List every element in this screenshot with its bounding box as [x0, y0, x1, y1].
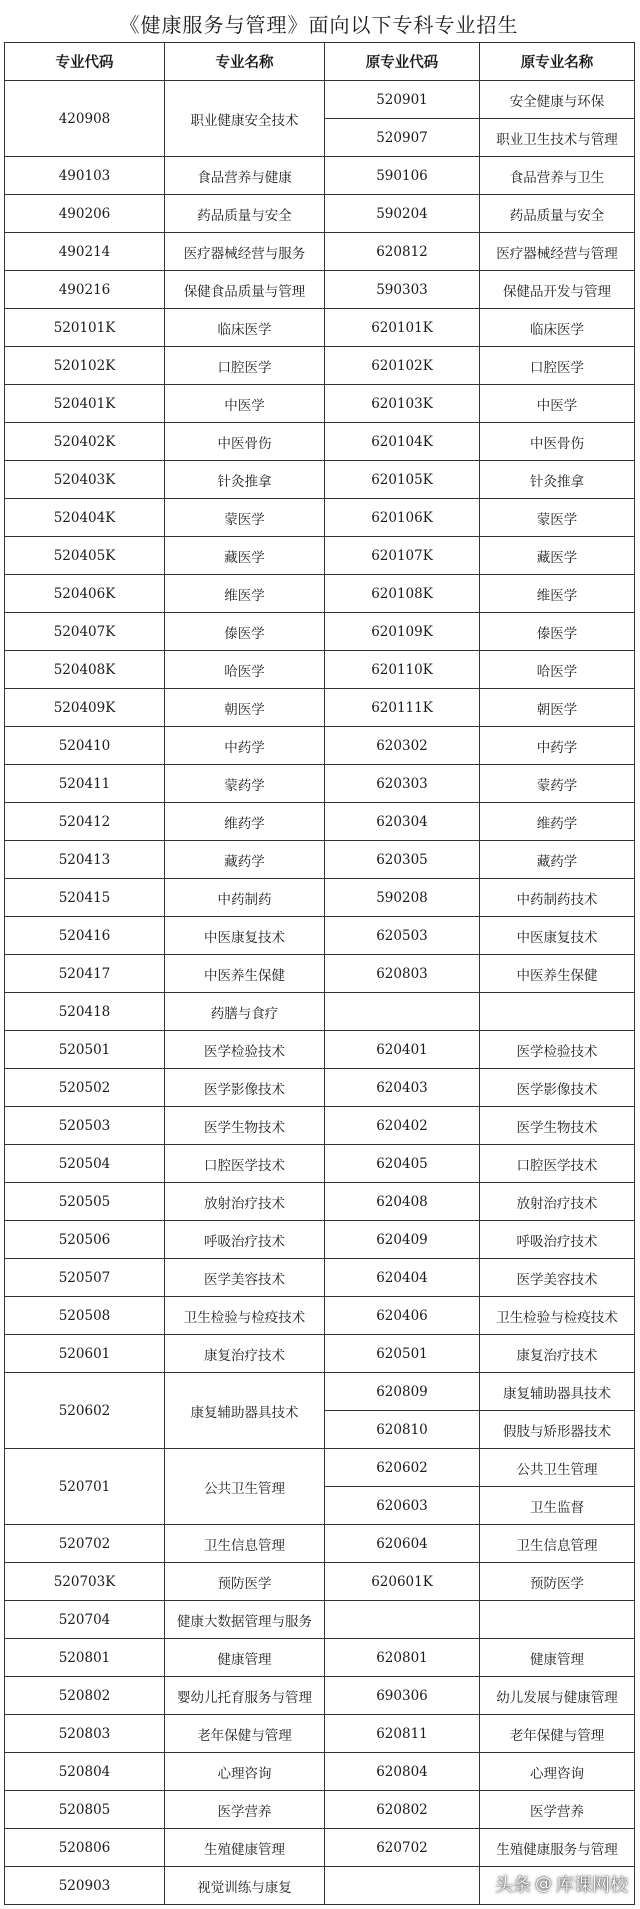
old-code-cell: 690306 — [325, 1677, 480, 1715]
old-name-cell: 心理咨询 — [480, 1753, 635, 1791]
table-row — [5, 575, 635, 613]
major-name-cell: 医学营养 — [165, 1791, 325, 1829]
major-name-cell: 中药制药 — [165, 879, 325, 917]
old-code-cell: 620106K — [325, 499, 480, 537]
old-code-cell: 620401 — [325, 1031, 480, 1069]
major-code-cell: 520410 — [5, 727, 165, 765]
major-code-cell: 520417 — [5, 955, 165, 993]
document-page — [4, 8, 634, 1905]
table-row — [5, 1791, 635, 1829]
old-code-cell: 620406 — [325, 1297, 480, 1335]
major-name-cell: 傣医学 — [165, 613, 325, 651]
old-name-cell: 医疗器械经营与管理 — [480, 233, 635, 271]
major-name-cell: 医学生物技术 — [165, 1107, 325, 1145]
table-row — [5, 537, 635, 575]
page-title: 《健康服务与管理》面向以下专科专业招生 — [119, 13, 519, 37]
major-code-cell: 520102K — [5, 347, 165, 385]
old-code-cell: 520901 — [325, 81, 480, 119]
old-code-cell: 620801 — [325, 1639, 480, 1677]
major-code-cell: 520403K — [5, 461, 165, 499]
major-code-cell: 520601 — [5, 1335, 165, 1373]
major-code-cell: 520502 — [5, 1069, 165, 1107]
old-code-cell: 620409 — [325, 1221, 480, 1259]
major-code-cell: 520401K — [5, 385, 165, 423]
major-code-cell: 520418 — [5, 993, 165, 1031]
header-code: 专业代码 — [5, 43, 165, 81]
majors-table — [4, 42, 635, 1905]
major-code-cell: 420908 — [5, 81, 165, 157]
table-row — [5, 309, 635, 347]
watermark-at: @ — [535, 1874, 552, 1894]
major-name-cell: 康复治疗技术 — [165, 1335, 325, 1373]
old-code-cell: 590303 — [325, 271, 480, 309]
old-code-cell: 590208 — [325, 879, 480, 917]
old-name-cell: 哈医学 — [480, 651, 635, 689]
old-name-cell: 医学美容技术 — [480, 1259, 635, 1297]
major-name-cell: 老年保健与管理 — [165, 1715, 325, 1753]
old-code-cell: 620109K — [325, 613, 480, 651]
old-code-cell: 520907 — [325, 119, 480, 157]
table-row — [5, 461, 635, 499]
table-row — [5, 1753, 635, 1791]
major-code-cell: 520504 — [5, 1145, 165, 1183]
old-name-cell: 针灸推拿 — [480, 461, 635, 499]
major-name-cell: 药品质量与安全 — [165, 195, 325, 233]
old-code-cell: 620302 — [325, 727, 480, 765]
table-row — [5, 1259, 635, 1297]
old-name-cell: 维药学 — [480, 803, 635, 841]
old-name-cell: 口腔医学 — [480, 347, 635, 385]
old-code-cell: 620104K — [325, 423, 480, 461]
table-row — [5, 157, 635, 195]
major-code-cell: 520802 — [5, 1677, 165, 1715]
major-code-cell: 520402K — [5, 423, 165, 461]
major-name-cell: 中医骨伤 — [165, 423, 325, 461]
major-code-cell: 520704 — [5, 1601, 165, 1639]
major-name-cell: 呼吸治疗技术 — [165, 1221, 325, 1259]
old-name-cell: 公共卫生管理 — [480, 1449, 635, 1487]
table-row — [5, 955, 635, 993]
table-row — [5, 879, 635, 917]
major-name-cell: 公共卫生管理 — [165, 1449, 325, 1525]
major-code-cell: 520411 — [5, 765, 165, 803]
old-name-cell: 中医学 — [480, 385, 635, 423]
old-name-cell: 蒙医学 — [480, 499, 635, 537]
major-code-cell: 520407K — [5, 613, 165, 651]
old-name-cell: 口腔医学技术 — [480, 1145, 635, 1183]
old-name-cell: 医学营养 — [480, 1791, 635, 1829]
table-header-row — [5, 43, 635, 81]
old-code-cell: 620304 — [325, 803, 480, 841]
table-row — [5, 993, 635, 1031]
major-name-cell: 口腔医学 — [165, 347, 325, 385]
old-code-cell: 620810 — [325, 1411, 480, 1449]
table-row — [5, 347, 635, 385]
major-code-cell: 520508 — [5, 1297, 165, 1335]
old-name-cell: 幼儿发展与健康管理 — [480, 1677, 635, 1715]
major-code-cell: 520602 — [5, 1373, 165, 1449]
major-code-cell: 520404K — [5, 499, 165, 537]
table-row — [5, 81, 635, 119]
old-code-cell: 620809 — [325, 1373, 480, 1411]
major-code-cell: 520804 — [5, 1753, 165, 1791]
watermark — [495, 1871, 628, 1897]
table-row — [5, 1449, 635, 1487]
old-code-cell: 620111K — [325, 689, 480, 727]
table-row — [5, 841, 635, 879]
old-name-cell: 药品质量与安全 — [480, 195, 635, 233]
old-name-cell: 朝医学 — [480, 689, 635, 727]
major-name-cell: 康复辅助器具技术 — [165, 1373, 325, 1449]
major-name-cell: 放射治疗技术 — [165, 1183, 325, 1221]
major-code-cell: 520701 — [5, 1449, 165, 1525]
table-row — [5, 613, 635, 651]
old-code-cell: 620803 — [325, 955, 480, 993]
table-row — [5, 1601, 635, 1639]
old-name-cell — [480, 993, 635, 1031]
table-row — [5, 1829, 635, 1867]
old-code-cell: 620105K — [325, 461, 480, 499]
major-name-cell: 蒙医学 — [165, 499, 325, 537]
table-row — [5, 1563, 635, 1601]
old-name-cell: 卫生监督 — [480, 1487, 635, 1525]
old-name-cell: 临床医学 — [480, 309, 635, 347]
major-code-cell: 520506 — [5, 1221, 165, 1259]
table-row — [5, 727, 635, 765]
major-code-cell: 520801 — [5, 1639, 165, 1677]
old-code-cell: 620305 — [325, 841, 480, 879]
old-name-cell: 预防医学 — [480, 1563, 635, 1601]
major-name-cell: 心理咨询 — [165, 1753, 325, 1791]
major-code-cell: 520903 — [5, 1867, 165, 1905]
old-name-cell: 生殖健康服务与管理 — [480, 1829, 635, 1867]
major-name-cell: 维医学 — [165, 575, 325, 613]
table-row — [5, 1677, 635, 1715]
major-name-cell: 医学影像技术 — [165, 1069, 325, 1107]
major-code-cell: 490206 — [5, 195, 165, 233]
table-row — [5, 1145, 635, 1183]
major-name-cell: 视觉训练与康复 — [165, 1867, 325, 1905]
old-name-cell: 假肢与矫形器技术 — [480, 1411, 635, 1449]
major-code-cell: 520703K — [5, 1563, 165, 1601]
old-code-cell: 590204 — [325, 195, 480, 233]
major-name-cell: 保健食品质量与管理 — [165, 271, 325, 309]
old-code-cell — [325, 1867, 480, 1905]
major-code-cell: 520806 — [5, 1829, 165, 1867]
old-code-cell: 620603 — [325, 1487, 480, 1525]
major-name-cell: 医学检验技术 — [165, 1031, 325, 1069]
old-name-cell — [480, 1601, 635, 1639]
table-row — [5, 195, 635, 233]
major-name-cell: 职业健康安全技术 — [165, 81, 325, 157]
old-name-cell: 食品营养与卫生 — [480, 157, 635, 195]
table-row — [5, 271, 635, 309]
old-name-cell: 中药制药技术 — [480, 879, 635, 917]
old-name-cell: 职业卫生技术与管理 — [480, 119, 635, 157]
major-name-cell: 婴幼儿托育服务与管理 — [165, 1677, 325, 1715]
table-row — [5, 1715, 635, 1753]
header-name: 专业名称 — [165, 43, 325, 81]
old-code-cell: 620501 — [325, 1335, 480, 1373]
header-old-code: 原专业代码 — [325, 43, 480, 81]
table-row — [5, 1069, 635, 1107]
old-code-cell: 620103K — [325, 385, 480, 423]
major-name-cell: 食品营养与健康 — [165, 157, 325, 195]
major-name-cell: 健康大数据管理与服务 — [165, 1601, 325, 1639]
old-name-cell: 维医学 — [480, 575, 635, 613]
old-code-cell — [325, 1601, 480, 1639]
major-name-cell: 卫生信息管理 — [165, 1525, 325, 1563]
old-code-cell: 620110K — [325, 651, 480, 689]
major-code-cell: 490216 — [5, 271, 165, 309]
major-name-cell: 药膳与食疗 — [165, 993, 325, 1031]
major-code-cell: 520501 — [5, 1031, 165, 1069]
major-name-cell: 哈医学 — [165, 651, 325, 689]
major-name-cell: 医疗器械经营与服务 — [165, 233, 325, 271]
table-row — [5, 1639, 635, 1677]
table-row — [5, 765, 635, 803]
old-code-cell: 620811 — [325, 1715, 480, 1753]
major-name-cell: 针灸推拿 — [165, 461, 325, 499]
watermark-name: 库课网校 — [556, 1875, 628, 1896]
old-name-cell: 安全健康与环保 — [480, 81, 635, 119]
old-code-cell: 620408 — [325, 1183, 480, 1221]
old-code-cell: 620601K — [325, 1563, 480, 1601]
old-code-cell: 620101K — [325, 309, 480, 347]
old-name-cell: 卫生检验与检疫技术 — [480, 1297, 635, 1335]
old-code-cell: 620812 — [325, 233, 480, 271]
old-name-cell: 老年保健与管理 — [480, 1715, 635, 1753]
major-code-cell: 520505 — [5, 1183, 165, 1221]
watermark-prefix: 头条 — [495, 1875, 531, 1896]
table-row — [5, 233, 635, 271]
major-name-cell: 预防医学 — [165, 1563, 325, 1601]
old-name-cell: 保健品开发与管理 — [480, 271, 635, 309]
major-name-cell: 朝医学 — [165, 689, 325, 727]
major-name-cell: 中医康复技术 — [165, 917, 325, 955]
major-code-cell: 520406K — [5, 575, 165, 613]
old-code-cell: 590106 — [325, 157, 480, 195]
major-name-cell: 维药学 — [165, 803, 325, 841]
old-code-cell: 620107K — [325, 537, 480, 575]
major-name-cell: 临床医学 — [165, 309, 325, 347]
old-code-cell: 620602 — [325, 1449, 480, 1487]
table-row — [5, 917, 635, 955]
major-name-cell: 藏医学 — [165, 537, 325, 575]
major-code-cell: 520409K — [5, 689, 165, 727]
old-code-cell: 620405 — [325, 1145, 480, 1183]
major-name-cell: 健康管理 — [165, 1639, 325, 1677]
old-name-cell: 傣医学 — [480, 613, 635, 651]
old-code-cell: 620404 — [325, 1259, 480, 1297]
table-row — [5, 1221, 635, 1259]
major-code-cell: 520503 — [5, 1107, 165, 1145]
major-code-cell: 520408K — [5, 651, 165, 689]
old-code-cell: 620503 — [325, 917, 480, 955]
old-name-cell: 中药学 — [480, 727, 635, 765]
table-row — [5, 1297, 635, 1335]
major-name-cell: 蒙药学 — [165, 765, 325, 803]
table-row — [5, 651, 635, 689]
table-row — [5, 1031, 635, 1069]
old-name-cell: 康复治疗技术 — [480, 1335, 635, 1373]
old-name-cell: 健康管理 — [480, 1639, 635, 1677]
old-name-cell: 中医骨伤 — [480, 423, 635, 461]
major-code-cell: 520507 — [5, 1259, 165, 1297]
table-row — [5, 1107, 635, 1145]
major-name-cell: 藏药学 — [165, 841, 325, 879]
old-name-cell: 康复辅助器具技术 — [480, 1373, 635, 1411]
table-row — [5, 385, 635, 423]
old-code-cell: 620303 — [325, 765, 480, 803]
table-row — [5, 423, 635, 461]
major-name-cell: 生殖健康管理 — [165, 1829, 325, 1867]
major-name-cell: 卫生检验与检疫技术 — [165, 1297, 325, 1335]
old-code-cell — [325, 993, 480, 1031]
old-code-cell: 620604 — [325, 1525, 480, 1563]
major-code-cell: 520805 — [5, 1791, 165, 1829]
old-name-cell: 呼吸治疗技术 — [480, 1221, 635, 1259]
table-body — [5, 81, 635, 1905]
old-code-cell: 620402 — [325, 1107, 480, 1145]
table-row — [5, 1183, 635, 1221]
table-row — [5, 1373, 635, 1411]
old-name-cell: 藏医学 — [480, 537, 635, 575]
old-code-cell: 620802 — [325, 1791, 480, 1829]
major-code-cell: 520803 — [5, 1715, 165, 1753]
major-name-cell: 中医养生保健 — [165, 955, 325, 993]
major-code-cell: 520101K — [5, 309, 165, 347]
old-name-cell: 卫生信息管理 — [480, 1525, 635, 1563]
old-name-cell: 医学检验技术 — [480, 1031, 635, 1069]
major-code-cell: 520413 — [5, 841, 165, 879]
major-code-cell: 490103 — [5, 157, 165, 195]
major-name-cell: 医学美容技术 — [165, 1259, 325, 1297]
old-name-cell: 中医养生保健 — [480, 955, 635, 993]
old-code-cell: 620403 — [325, 1069, 480, 1107]
major-code-cell: 520415 — [5, 879, 165, 917]
old-name-cell: 藏药学 — [480, 841, 635, 879]
table-row — [5, 1525, 635, 1563]
major-code-cell: 520702 — [5, 1525, 165, 1563]
old-code-cell: 620102K — [325, 347, 480, 385]
old-name-cell: 放射治疗技术 — [480, 1183, 635, 1221]
old-name-cell: 蒙药学 — [480, 765, 635, 803]
old-name-cell: 中医康复技术 — [480, 917, 635, 955]
header-old-name: 原专业名称 — [480, 43, 635, 81]
major-code-cell: 520405K — [5, 537, 165, 575]
table-row — [5, 499, 635, 537]
major-code-cell: 520416 — [5, 917, 165, 955]
major-code-cell: 490214 — [5, 233, 165, 271]
major-name-cell: 中医学 — [165, 385, 325, 423]
major-name-cell: 口腔医学技术 — [165, 1145, 325, 1183]
table-row — [5, 1335, 635, 1373]
major-code-cell: 520412 — [5, 803, 165, 841]
old-code-cell: 620702 — [325, 1829, 480, 1867]
old-name-cell: 医学影像技术 — [480, 1069, 635, 1107]
major-name-cell: 中药学 — [165, 727, 325, 765]
table-row — [5, 803, 635, 841]
old-name-cell: 医学生物技术 — [480, 1107, 635, 1145]
table-row — [5, 689, 635, 727]
old-code-cell: 620108K — [325, 575, 480, 613]
old-code-cell: 620804 — [325, 1753, 480, 1791]
